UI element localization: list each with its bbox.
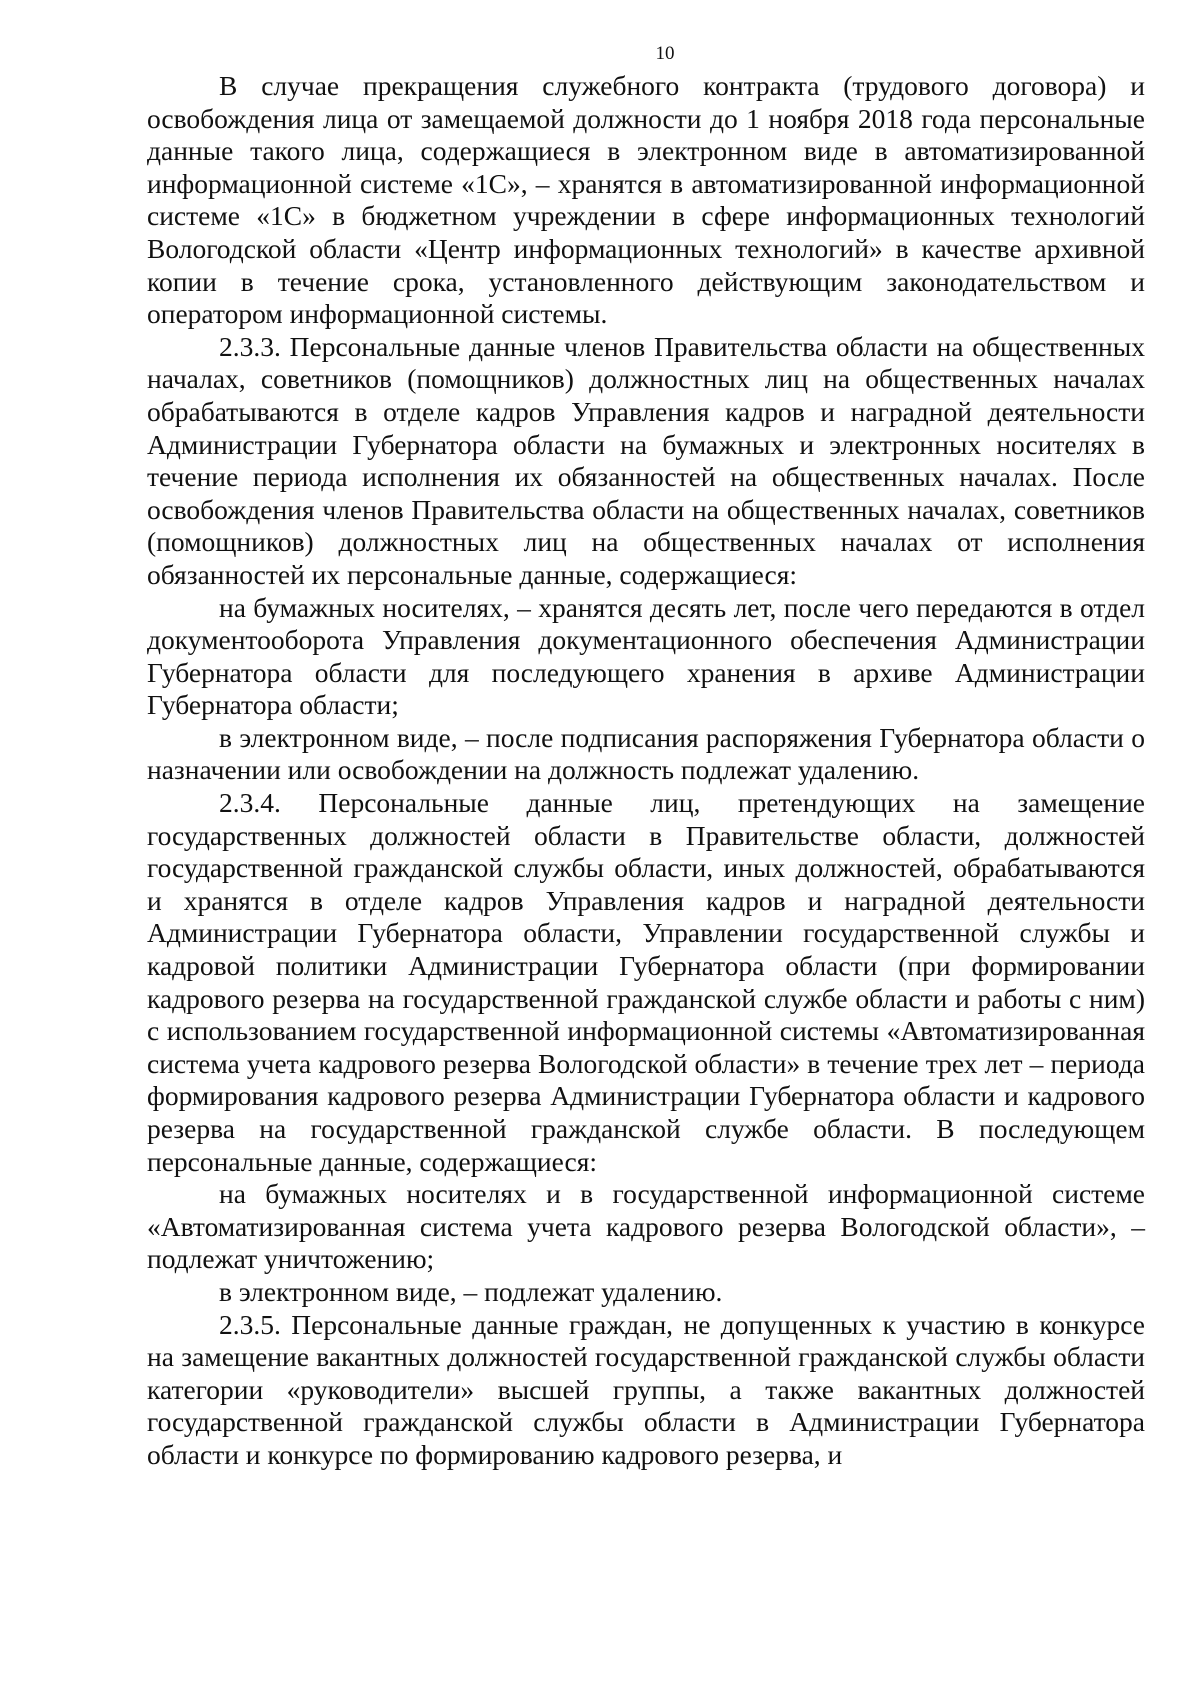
paragraph-2-3-5: 2.3.5. Персональные данные граждан, не допущенных к участию в конкурсе на замещение вакантных должностей государственной гражданской службы области категории «руководители» высшей группы, а также вакантных должностей государственной гражданской службы области в Администрации Губернатора области и конкурсе по формированию кадрового резерва, и — [147, 1308, 1145, 1470]
paragraph-electronic-form: в электронном виде, – после подписания распоряжения Губернатора области о назначении или освобождении на должность подлежат удалению. — [147, 721, 1145, 786]
page-number: 10 — [655, 43, 675, 64]
paragraph-archive-copy: В случае прекращения служебного контракта (трудового договора) и освобождения лица от замещаемой должности до 1 ноября 2018 года персональные данные такого лица, содержащиеся в электронном виде в автоматизированной информационной системе «1С», – хранятся в автоматизированной информационной системе «1С» в бюджетном учреждении в сфере информационных технологий Вологодской области «Центр информационных технологий» в качестве архивной копии в течение срока, установленного действующим законодательством и оператором информационной системы. — [147, 70, 1145, 330]
paragraph-electronic-deletion: в электронном виде, – подлежат удалению. — [219, 1275, 723, 1307]
paragraph-paper-and-system: на бумажных носителях и в государственной информационной системе «Автоматизированная система учета кадрового резерва Вологодской области», – подлежат уничтожению; — [147, 1178, 1145, 1275]
paragraph-paper-media: на бумажных носителях, – хранятся десять лет, после чего передаются в отдел документооборота Управления документационного обеспечения Администрации Губернатора области для последующего хранения в архиве Администрации Губернатора области; — [147, 591, 1145, 721]
document-page — [147, 44, 1145, 1472]
paragraph-2-3-3: 2.3.3. Персональные данные членов Правительства области на общественных началах, советников (помощников) должностных лиц на общественных началах обрабатываются в отделе кадров Управления кадров и наградной деятельности Администрации Губернатора области на бумажных и электронных носителях в течение периода исполнения их обязанностей на общественных началах. После освобождения членов Правительства области на общественных началах, советников (помощников) должностных лиц на общественных началах от исполнения обязанностей их персональные данные, содержащиеся: — [147, 330, 1145, 590]
paragraph-2-3-4: 2.3.4. Персональные данные лиц, претендующих на замещение государственных должностей области в Правительстве области, должностей государственной гражданской службы области, иных должностей, обрабатываются и хранятся в отделе кадров Управления кадров и наградной деятельности Администрации Губернатора области, Управлении государственной службы и кадровой политики Администрации Губернатора области (при формировании кадрового резерва на государственной гражданской службе области и работы с ним) с использованием государственной информационной системы «Автоматизированная система учета кадрового резерва Вологодской области» в течение трех лет – периода формирования кадрового резерва Администрации Губернатора области и кадрового резерва на государственной гражданской службе области. В последующем персональные данные, содержащиеся: — [147, 787, 1145, 1177]
